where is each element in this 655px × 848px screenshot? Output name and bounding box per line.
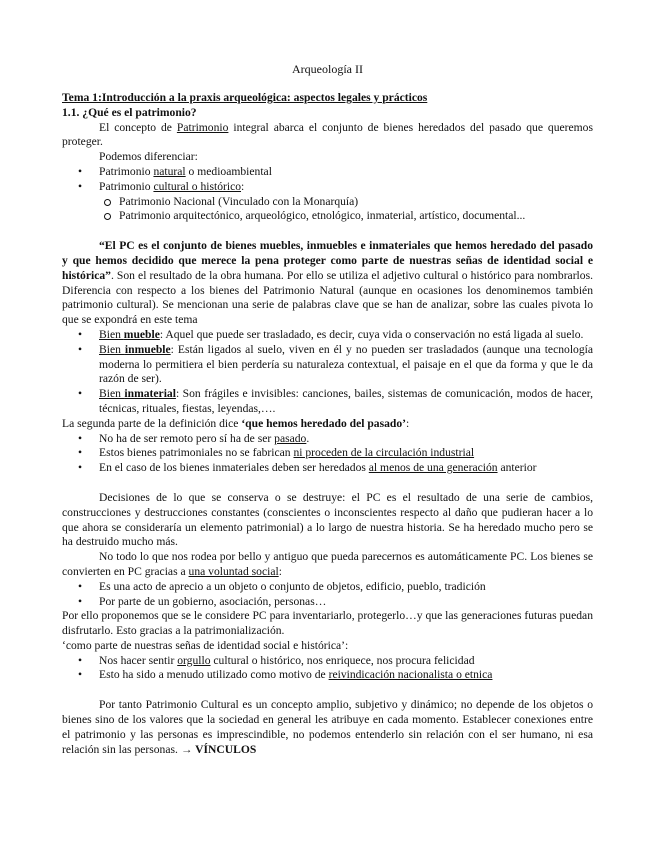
list-item (62, 432, 593, 447)
text: No todo lo que nos rodea por bello y antiguo que pueda parecernos es automáticamente PC. Los bienes se convierten en PC gracias a (62, 550, 593, 578)
text: . Son el resultado de la obra humana. Por ello se utiliza el adjetivo cultural o histórico para nombrarlos. Diferencia con respecto a los bienes del Patrimonio Natural (aunque en ocasiones los denominemos también patrimonio cultural). Se mencionan una serie de palabras clave que se han de analizar, sobre las cuales pivota lo que se expondrá en este tema (62, 268, 593, 327)
list-item (62, 654, 593, 669)
text: : Son frágiles e invisibles: canciones, bailes, sistemas de comunicación, modos de hacer, técnicas, rituales, fiestas, leyendas,…. (99, 387, 594, 415)
list-item (62, 387, 593, 417)
definition-quote: “El PC es el conjunto de bienes muebles, inmuebles e inmateriales que hemos heredado del pasado y que hemos decidido que merece la pena proteger como parte de nuestras señas de identidad social e histórica” (62, 239, 593, 282)
patrimonio-term: Patrimonio (176, 120, 229, 134)
patrimonio-types-list (62, 165, 593, 195)
identidad-list (62, 654, 593, 684)
underlined-term: al menos de una generación (368, 461, 498, 475)
list-item (62, 343, 593, 387)
bold-quote: ‘que hemos heredado del pasado’ (241, 416, 407, 430)
running-header: Arqueología II (292, 62, 363, 76)
voluntad-list (62, 580, 593, 610)
paragraph-decisiones: Decisiones de lo que se conserva o se destruye: el PC es el resultado de una serie de cambios, construcciones y destrucciones constantes (conscientes o inconscientes respecto al daño que pudieran hacer a lo que ahora se consideraría un elemento patrimonial) a lo largo de nuestra historia. Se ha heredado mucho pero se ha destruido mucho más. (62, 490, 593, 549)
paragraph-segunda-parte (62, 417, 593, 432)
text: : (406, 416, 410, 430)
paragraph-diferenciar: Podemos diferenciar: (99, 150, 198, 164)
bold-term: inmaterial (124, 387, 176, 401)
text: integral abarca el conjunto de bienes heredados del pasado que queremos proteger. (62, 120, 593, 149)
cultural-subtypes-list (62, 195, 593, 225)
underlined-term: reivindicación nacionalista o etnica (328, 668, 493, 682)
paragraph-voluntad-social (62, 550, 593, 580)
text: Por tanto Patrimonio Cultural es un concepto amplio, subjetivo y dinámico; no depende de los objetos o bienes sino de los valores que la sociedad en general les atribuye en cada momento. Establecer conexiones entre el patrimonio y las personas es imprescindible, no podemos entenderlo sin relación con el ser humano, ni esa relación sin las personas. (62, 698, 593, 756)
list-item (62, 328, 593, 343)
text: : Están ligados al suelo, viven en él y no pueden ser trasladados (aunque una tecnología moderna lo permitiera el bien perdería su naturaleza contextual, el paisaje en el que da forma y que le da razón de ser). (99, 342, 594, 386)
sub-list-item: Patrimonio arquitectónico, arqueológico, etnológico, inmaterial, artístico, documental... (62, 209, 593, 224)
list-item (62, 446, 593, 461)
underlined-term: Bien (99, 342, 125, 356)
paragraph-pc-definition (62, 239, 593, 328)
list-item (62, 180, 593, 195)
text: Esto ha sido a menudo utilizado como motivo de (99, 668, 329, 682)
list-item (62, 165, 593, 180)
sub-list-item: Patrimonio Nacional (Vinculado con la Monarquía) (62, 195, 593, 210)
text: : (278, 564, 282, 578)
text: anterior (497, 461, 537, 475)
vinculos-term: VÍNCULOS (192, 742, 257, 756)
text: o medioambiental (185, 164, 272, 178)
topic-title: Tema 1:Introducción a la praxis arqueológica: aspectos legales y prácticos (62, 91, 428, 104)
underlined-term: ni proceden de la circulación industrial (293, 446, 475, 460)
bien-types-list (62, 328, 593, 417)
list-item (62, 461, 593, 476)
text: No ha de ser remoto pero sí ha de ser (99, 431, 275, 445)
text: Patrimonio (99, 179, 154, 193)
arrow-icon: → (180, 742, 193, 756)
text: Nos hacer sentir (99, 653, 178, 667)
list-item (62, 668, 593, 683)
underlined-term: natural (153, 164, 186, 178)
text: Patrimonio (99, 164, 154, 178)
paragraph-identidad-quote: ‘como parte de nuestras señas de identidad social e histórica’: (62, 638, 349, 652)
text: : Aquel que puede ser trasladado, es decir, cuya vida o conservación no está ligada al suelo. (159, 327, 584, 341)
paragraph-patrimonio-concept (62, 121, 593, 151)
bold-term: mueble (123, 327, 160, 341)
underlined-term: orgullo (177, 653, 211, 667)
text: . (306, 431, 310, 445)
underlined-term: pasado (274, 431, 307, 445)
underlined-term: Bien (99, 387, 125, 401)
underlined-term: cultural o histórico (153, 179, 242, 193)
paragraph-inventariar: Por ello proponemos que se le considere PC para inventariarlo, protegerlo…y que las generaciones futuras puedan disfrutarlo. Esto gracias a la patrimonialización. (62, 609, 593, 638)
section-title: 1.1. ¿Qué es el patrimonio? (62, 105, 197, 119)
underlined-term: una voluntad social (188, 564, 279, 578)
bold-term: inmueble (124, 342, 171, 356)
text: El concepto de (99, 120, 177, 134)
underlined-term: Bien (99, 327, 124, 341)
document-body (62, 91, 593, 757)
text: : (241, 179, 245, 193)
list-item: • Es una acto de aprecio a un objeto o conjunto de objetos, edificio, pueblo, tradición (62, 580, 593, 595)
text: La segunda parte de la definición dice (62, 416, 242, 430)
list-item: • Por parte de un gobierno, asociación, personas… (62, 595, 593, 610)
text: cultural o histórico, nos enriquece, nos procura felicidad (210, 653, 475, 667)
paragraph-conclusion (62, 698, 593, 757)
text: Estos bienes patrimoniales no se fabrican (99, 446, 294, 460)
heredado-list (62, 432, 593, 476)
text: En el caso de los bienes inmateriales deben ser heredados (99, 461, 369, 475)
